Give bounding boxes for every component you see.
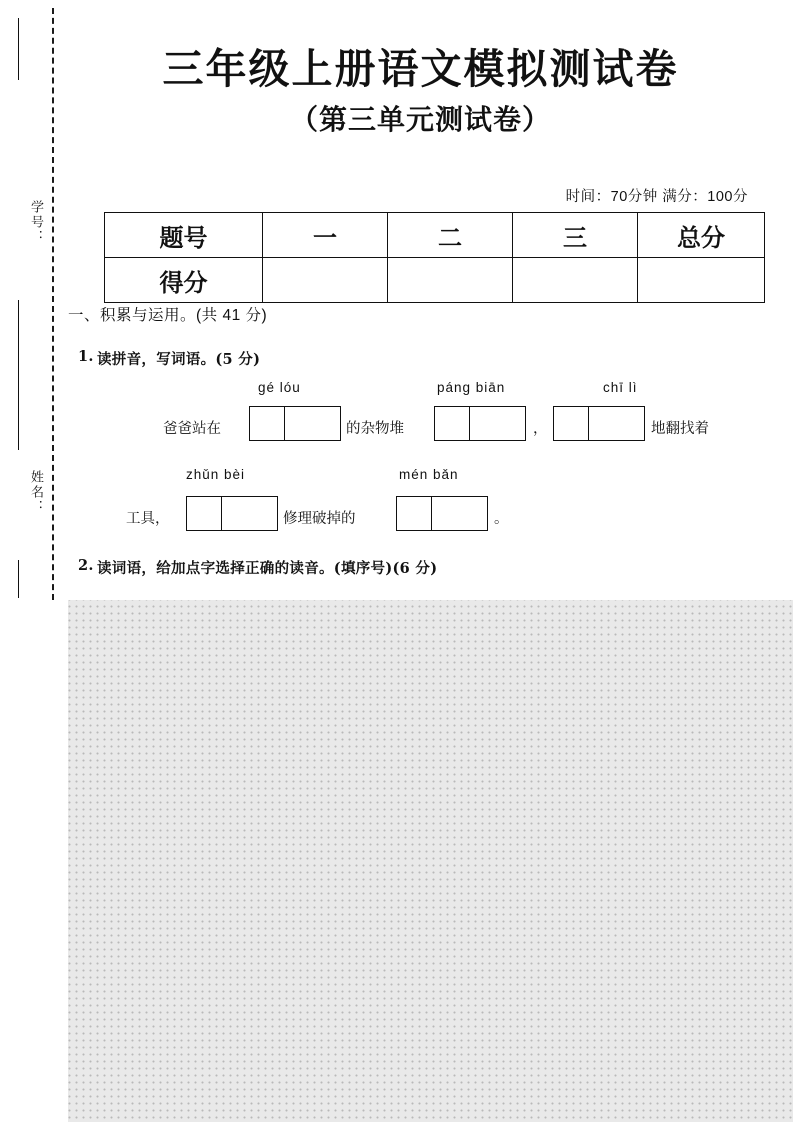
q1-line2-text-before: 工具，: [126, 511, 170, 527]
score-table-row-label: 得分: [105, 258, 263, 303]
answer-box[interactable]: [470, 407, 505, 440]
q1-line1-text-mid: 的杂物堆: [346, 421, 404, 437]
dashed-cut-line: [52, 8, 54, 600]
answer-box[interactable]: [397, 497, 432, 530]
answer-box[interactable]: [187, 497, 222, 530]
q1-line1-text-after: 地翻找着: [651, 421, 709, 437]
q1-line2-period: 。: [494, 511, 509, 527]
answer-boxes-gelou[interactable]: [249, 406, 341, 441]
pinyin-menban: mén bǎn: [399, 467, 459, 482]
answer-boxes-chili[interactable]: [553, 406, 645, 441]
question-2-prompt: 读词语，给加点字选择正确的读音。(填序号)(6 分): [97, 560, 438, 577]
q1-line1-text-before: 爸爸站在: [163, 421, 221, 437]
answer-box[interactable]: [250, 407, 285, 440]
answer-box[interactable]: [435, 407, 470, 440]
answer-box[interactable]: [222, 497, 257, 530]
margin-rule-middle: [18, 300, 19, 450]
score-input-cell[interactable]: [388, 258, 513, 303]
student-id-field[interactable]: 学号：: [29, 200, 44, 245]
table-row: [105, 258, 765, 303]
score-input-cell[interactable]: [263, 258, 388, 303]
table-row: [105, 213, 765, 258]
score-table-cell: 一: [263, 213, 388, 258]
question-2-number: 2.: [78, 557, 94, 574]
margin-rule-bottom: [18, 560, 19, 598]
page-subtitle: （第三单元测试卷）: [289, 103, 551, 136]
exam-meta-info: 时间：70分钟 满分：100分: [565, 189, 748, 205]
answer-box[interactable]: [432, 497, 467, 530]
score-table: [104, 212, 765, 303]
page-title: 三年级上册语文模拟测试卷: [162, 45, 679, 93]
pinyin-gelou: gé lóu: [258, 380, 301, 395]
score-table-row-label: 题号: [105, 213, 263, 258]
pinyin-zhunbei: zhǔn bèi: [186, 467, 246, 482]
page-lower-placeholder-region: [0, 600, 793, 1122]
pinyin-pangbian: páng biān: [437, 380, 506, 395]
student-name-field[interactable]: 姓名：: [29, 470, 44, 515]
page-left-white-band: [0, 600, 68, 1122]
answer-boxes-pangbian[interactable]: [434, 406, 526, 441]
answer-box[interactable]: [285, 407, 320, 440]
score-table-cell: 二: [388, 213, 513, 258]
answer-box[interactable]: [589, 407, 624, 440]
score-table-cell: 三: [513, 213, 638, 258]
answer-boxes-menban[interactable]: [396, 496, 488, 531]
score-table-total-header: 总分: [638, 213, 765, 258]
answer-boxes-zhunbei[interactable]: [186, 496, 278, 531]
question-1-prompt: 读拼音，写词语。(5 分): [97, 351, 261, 368]
pinyin-chili: chī lì: [603, 380, 638, 395]
section-heading-1: 一、积累与运用。(共 41 分): [68, 307, 268, 324]
question-1-number: 1.: [78, 348, 94, 365]
score-input-total[interactable]: [638, 258, 765, 303]
score-input-cell[interactable]: [513, 258, 638, 303]
q1-line1-comma: ，: [533, 421, 548, 437]
q1-line2-text-mid: 修理破掉的: [283, 511, 356, 527]
answer-box[interactable]: [554, 407, 589, 440]
